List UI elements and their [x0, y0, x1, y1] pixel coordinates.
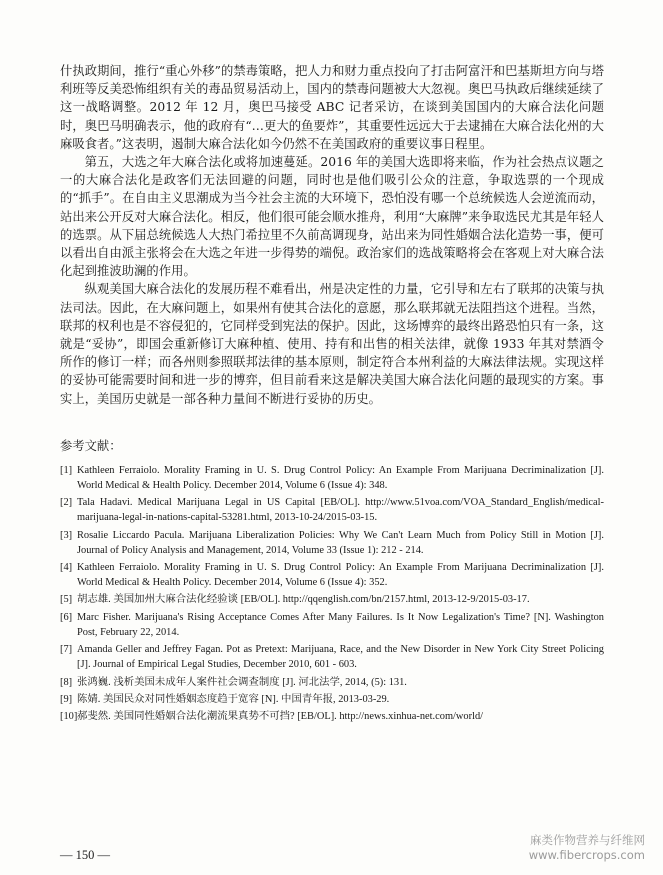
reference-item: [60, 692, 604, 707]
reference-item: [60, 560, 604, 590]
reference-text: 胡志雄. 美国加州大麻合法化经验谈 [EB/OL]. http://qqenglish.com/bn/2157.html, 2013-12-9/2015-03-17.: [77, 594, 530, 606]
reference-text: Rosalie Liccardo Pacula. Marijuana Liberalization Policies: Why We Can't Learn Much from Policy Still in Motion [J]. Journal of Policy Analysis and Management, 2014, Volume 33 (Issue 1): 212 - 214.: [77, 529, 604, 556]
reference-index: [1]: [60, 464, 73, 476]
references-heading: 参考文献：: [60, 438, 122, 453]
reference-item: [60, 709, 604, 724]
reference-item: [60, 642, 604, 672]
references-list: [60, 463, 604, 724]
reference-item: [60, 463, 604, 493]
reference-index: [8]: [60, 676, 73, 688]
reference-index: [6]: [60, 611, 73, 623]
body-paragraph-2: 第五，大选之年大麻合法化或将加速蔓延。2016 年的美国大选即将来临，作为社会热点议题之一的大麻合法化是政客们无法回避的问题，同时也是他们吸引公众的注意，争取选票的一个现成的“抓手”。在自由主义思潮成为当今社会主流的大环境下，恐怕没有哪一个总统候选人会逆流而动，站出来公开反对大麻合法化。相反，他们很可能会顺水推舟，利用“大麻牌”来争取选民尤其是年轻人的选票。从下届总统候选人大热门希拉里不久前高调现身，站出来为同性婚姻合法化造势一事，便可以看出自由派主张将会在大选之年进一步得势的端倪。政治家们的选战策略将会在客观上对大麻合法化起到推波助澜的作用。: [60, 155, 604, 279]
watermark-url: www.fibercrops.com: [528, 848, 645, 862]
page-content: [60, 62, 604, 726]
watermark-title: 麻类作物营养与纤维网: [530, 833, 645, 847]
body-paragraph-1: 什执政期间，推行“重心外移”的禁毒策略，把人力和财力重点投向了打击阿富汗和巴基斯坦方向与塔利班等反美恐怖组织有关的毒品贸易活动上，国内的禁毒问题被大大忽视。奥巴马执政后继续延续了这一战略调整。2012 年 12 月，奥巴马接受 ABC 记者采访，在谈到美国国内的大麻合法化问题时，奥巴马明确表示，他的政府有“…更大的鱼要炸”，其重要性远远大于去逮捕在大麻合法化州的大麻吸食者。”这表明，遏制大麻合法化如今仍然不在美国政府的重要议事日程里。: [60, 64, 604, 151]
reference-index: [9]: [60, 693, 73, 705]
site-watermark: [529, 833, 645, 863]
reference-index: [10]: [60, 710, 78, 722]
reference-index: [7]: [60, 644, 73, 656]
reference-text: Amanda Geller and Jeffrey Fagan. Pot as Pretext: Marijuana, Race, and the New Disorder in New York City Street Policing [J]. Journal of Empirical Legal Studies, December 2010, 601 - 603.: [77, 644, 604, 671]
reference-text: Marc Fisher. Marijuana's Rising Acceptance Comes After Many Failures. Is It Now Legalization's Time? [N]. Washington Post, February 22, 2014.: [77, 611, 604, 638]
reference-index: [5]: [60, 594, 73, 606]
reference-item: [60, 528, 604, 558]
page-number: — 150 —: [60, 848, 110, 862]
reference-item: [60, 495, 604, 525]
reference-text: 张鸿巍. 浅析美国未成年人案件社会调查制度 [J]. 河北法学, 2014, (5): 131.: [77, 676, 407, 688]
reference-item: [60, 592, 604, 607]
reference-text: Kathleen Ferraiolo. Morality Framing in U. S. Drug Control Policy: An Example From Marijuana Decriminalization [J]. World Medical & Health Policy. December 2014, Volume 6 (Issue 4): 352.: [77, 562, 604, 589]
reference-index: [3]: [60, 529, 73, 541]
reference-text: Kathleen Ferraiolo. Morality Framing in U. S. Drug Control Policy: An Example From Marijuana Decriminalization [J]. World Medical & Health Policy. December 2014, Volume 6 (Issue 4): 348.: [77, 464, 604, 492]
body-paragraph-3: 纵观美国大麻合法化的发展历程不难看出，州是决定性的力量，它引导和左右了联邦的决策与执法司法。因此，在大麻问题上，如果州有使其合法化的意愿，那么联邦就无法阻挡这个进程。当然，联邦的权利也是不容侵犯的，它同样受到宪法的保护。因此，这场博弈的最终出路恐怕只有一条，这就是“妥协”，即国会重新修订大麻种植、使用、持有和出售的相关法律，就像 1933 年其对禁酒令所作的修订一样；而各州则参照联邦法律的基本原则，制定符合本州利益的大麻法律法规。实现这样的妥协可能需要时间和进一步的博弈，但目前看来这是解决美国大麻合法化问题的最现实的方案。事实上，美国历史就是一部各种力量间不断进行妥协的历史。: [60, 282, 604, 406]
reference-index: [4]: [60, 562, 73, 574]
reference-item: [60, 675, 604, 690]
reference-item: [60, 610, 604, 640]
reference-text: 陈婧. 美国民众对同性婚姻态度趋于宽容 [N]. 中国青年报, 2013-03-29.: [77, 693, 390, 705]
reference-index: [2]: [60, 497, 73, 509]
reference-text: Tala Hadavi. Medical Marijuana Legal in US Capital [EB/OL]. http://www.51voa.com/VOA_Standard_English/medical-marijuana-legal-in-nations-capital-53281.html, 2013-10-24/2015-03-15.: [77, 497, 604, 524]
reference-text: 郝斐然. 美国同性婚姻合法化潮流果真势不可挡? [EB/OL]. http://news.xinhua-net.com/world/: [77, 710, 484, 722]
